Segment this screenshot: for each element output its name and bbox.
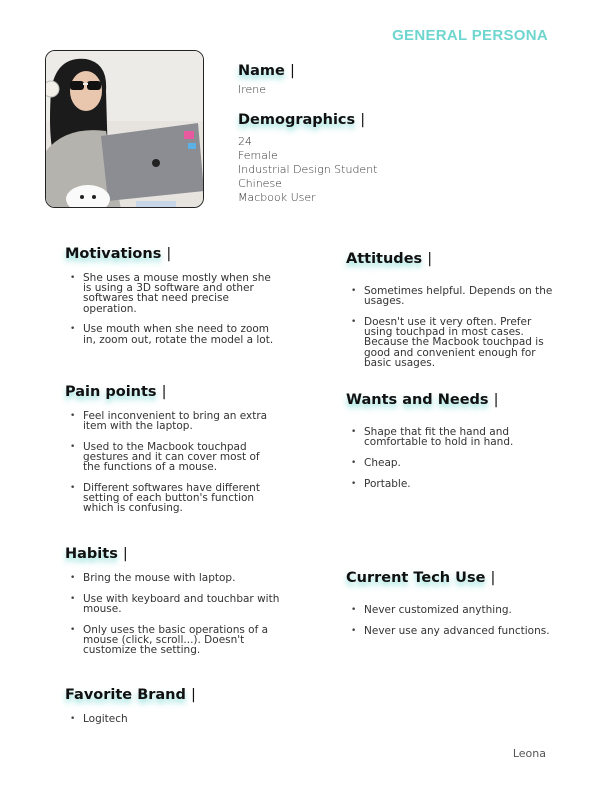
demographic-age: 24 — [238, 135, 252, 148]
demographic-nationality: Chinese — [238, 177, 282, 190]
favorite-brand-heading — [65, 687, 196, 703]
name-heading-label: Name — [238, 63, 285, 79]
list-item: • Never use any advanced functions. — [346, 626, 561, 636]
attitudes-list — [346, 286, 556, 378]
vertical-bar-icon: | — [166, 246, 172, 262]
motivations-heading-label: Motivations — [65, 246, 162, 262]
motivations-heading — [65, 246, 171, 262]
list-item: • Use mouth when she need to zoom in, zoom out, rotate the model a lot. — [65, 324, 280, 344]
list-item: • Portable. — [346, 479, 556, 489]
list-item: • Bring the mouse with laptop. — [65, 573, 280, 583]
vertical-bar-icon: | — [427, 251, 433, 267]
list-item: • Shape that fit the hand and comfortable to hold in hand. — [346, 427, 556, 447]
vertical-bar-icon: | — [493, 392, 499, 408]
list-item: • Doesn't use it very often. Prefer using touchpad in most cases. Because the Macbook touchpad is good and convenient enough for basic usages. — [346, 317, 556, 368]
list-item: • Used to the Macbook touchpad gestures and it can cover most of the functions of a mouse. — [65, 442, 280, 473]
persona-name: Irene — [238, 83, 267, 96]
wants-needs-heading — [346, 392, 499, 408]
tech-use-heading-label: Current Tech Use — [346, 570, 486, 586]
habits-list — [65, 573, 280, 666]
author-name: Leona — [512, 747, 546, 760]
vertical-bar-icon: | — [289, 63, 295, 79]
attitudes-heading — [346, 251, 432, 267]
list-item: • Sometimes helpful. Depends on the usages. — [346, 286, 556, 306]
list-item: • She uses a mouse mostly when she is using a 3D software and other softwares that need precise operation. — [65, 273, 280, 314]
vertical-bar-icon: | — [161, 384, 167, 400]
demographic-gender: Female — [238, 149, 278, 162]
wants-needs-heading-label: Wants and Needs — [346, 392, 489, 408]
list-item: • Use with keyboard and touchbar with mouse. — [65, 594, 280, 614]
demographics-heading — [238, 112, 365, 128]
vertical-bar-icon: | — [122, 546, 128, 562]
habits-heading — [65, 546, 128, 562]
pain-points-list — [65, 411, 280, 524]
persona-title: GENERAL PERSONA — [392, 27, 548, 44]
attitudes-heading-label: Attitudes — [346, 251, 423, 267]
motivations-list — [65, 273, 280, 355]
vertical-bar-icon: | — [190, 687, 196, 703]
habits-heading-label: Habits — [65, 546, 118, 562]
pain-points-heading — [65, 384, 167, 400]
list-item: • Only uses the basic operations of a mouse (click, scroll...). Doesn't customize the setting. — [65, 625, 280, 656]
demographics-list — [238, 135, 377, 205]
list-item: • Different softwares have different setting of each button's function which is confusing. — [65, 483, 280, 514]
name-heading — [238, 63, 295, 79]
list-item: • Feel inconvenient to bring an extra item with the laptop. — [65, 411, 280, 431]
demographic-device: Macbook User — [238, 191, 316, 204]
pain-points-heading-label: Pain points — [65, 384, 157, 400]
tech-use-list — [346, 605, 561, 646]
demographics-heading-label: Demographics — [238, 112, 356, 128]
vertical-bar-icon: | — [490, 570, 496, 586]
vertical-bar-icon: | — [360, 112, 366, 128]
list-item: • Cheap. — [346, 458, 556, 468]
favorite-brand-heading-label: Favorite Brand — [65, 687, 186, 703]
list-item: • Logitech — [65, 714, 280, 724]
tech-use-heading — [346, 570, 495, 586]
favorite-brand-list — [65, 714, 280, 735]
persona-photo-illustration — [46, 51, 204, 208]
persona-photo — [45, 50, 204, 208]
wants-needs-list — [346, 427, 556, 499]
list-item: • Never customized anything. — [346, 605, 561, 615]
demographic-occupation: Industrial Design Student — [238, 163, 378, 176]
